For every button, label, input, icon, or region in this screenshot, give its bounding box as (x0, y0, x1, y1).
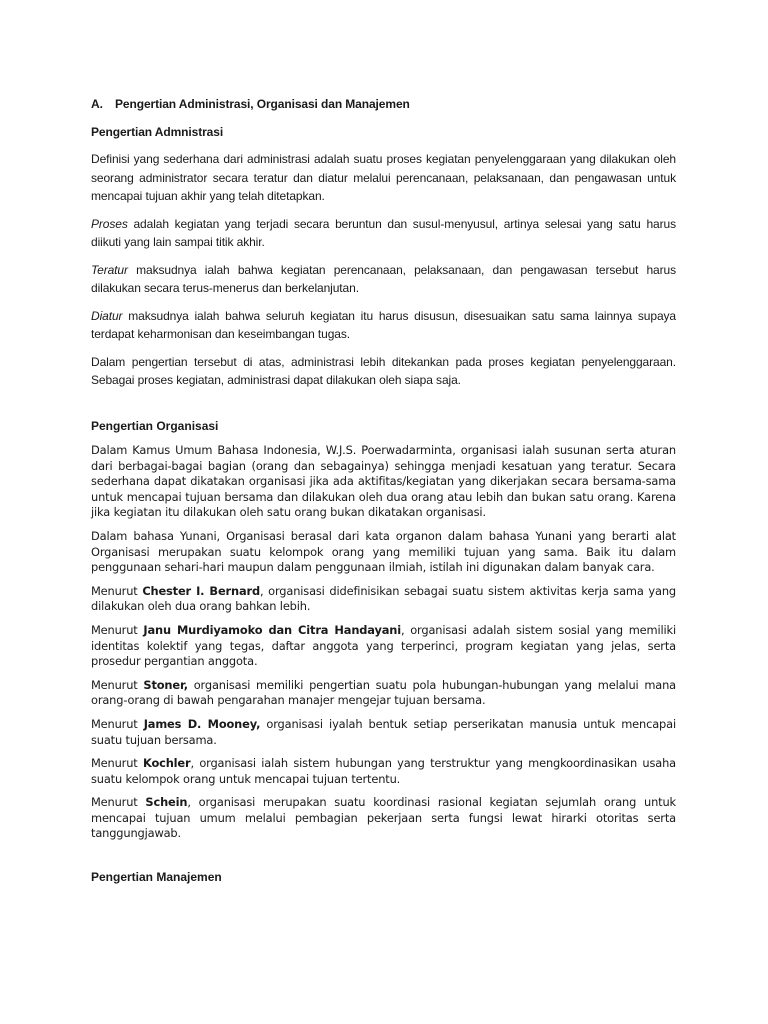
organisasi-heading: Pengertian Organisasi (91, 418, 219, 433)
diatur-text: maksudnya ialah bahwa seluruh kegiatan itu harus disusun, disesuaikan satu sama lainnya supaya terdapat keharmonisan dan keseimbangan tugas. (91, 308, 676, 341)
definition-schein (91, 795, 676, 842)
definition-murdiyamoko (91, 623, 676, 670)
section-a-heading (91, 95, 676, 114)
organisasi-kamus-paragraph: Dalam Kamus Umum Bahasa Indonesia, W.J.S. Poerwadarminta, organisasi ialah susunan serta aturan dari berbagai-bagai bagian (orang dan sebagainya) sehingga menjadi kesatuan yang teratur. Secara sederhana dapat dikatakan organisasi jika ada aktifitas/kegiatan yang dikerjakan secara bersama-sama untuk mencapai tujuan bersama dan dilakukan oleh dua orang atau lebih dan bukan satu orang. Karena jika kegiatan itu dilakukan oleh satu orang bukan dikatakan organisasi. (91, 443, 676, 520)
definition-text: , organisasi merupakan suatu koordinasi rasional kegiatan sejumlah orang untuk mencapai tujuan umum melalui pembagian pekerjaan serta fungsi lewat hirarki otoritas serta tanggungjawab. (91, 795, 676, 841)
definition-prefix: Menurut (91, 795, 146, 810)
author-name: Chester I. Bernard (142, 583, 260, 598)
section-a-number: A. (91, 97, 103, 111)
author-name: Stoner, (143, 677, 188, 692)
proses-text: adalah kegiatan yang terjadi secara beruntun dan susul-menyusul, artinya selesai yang satu harus diikuti yang lain sampai titik akhir. (91, 216, 676, 249)
author-name: James D. Mooney, (143, 716, 261, 731)
definition-text: organisasi memiliki pengertian suatu pola hubungan-hubungan yang melalui mana orang-orang di bawah pengarahan manajer mengejar tujuan bersama. (91, 677, 676, 708)
teratur-text: maksudnya ialah bahwa kegiatan perencanaan, pelaksanaan, dan pengawasan tersebut harus dilakukan secara terus-menerus dan berkelanjutan. (91, 262, 676, 295)
proses-paragraph (91, 215, 676, 252)
definition-mooney (91, 717, 676, 748)
author-name: Schein (145, 795, 188, 810)
organisasi-yunani-paragraph: Dalam bahasa Yunani, Organisasi berasal dari kata organon dalam bahasa Yunani yang berarti alat Organisasi merupakan suatu kelompok orang yang memiliki tujuan yang sama. Baik itu dalam penggunaan sehari-hari maupun dalam penggunaan ilmiah, istilah ini digunakan dalam banyak cara. (91, 528, 676, 575)
administrasi-definition: Definisi yang sederhana dari administrasi adalah suatu proses kegiatan penyelenggaraan yang dilakukan oleh seorang administrator secara teratur dan diatur melalui perencanaan, pelaksanaan, dan pengawasan untuk mencapai tujuan akhir yang telah ditetapkan. (91, 152, 676, 203)
definition-text: organisasi iyalah bentuk setiap perserikatan manusia untuk mencapai suatu tujuan bersama. (91, 716, 676, 747)
organisasi-section (91, 443, 676, 842)
definition-stoner (91, 678, 676, 709)
definition-text: , organisasi ialah sistem hubungan yang terstruktur yang mengkoordinasikan usaha suatu kelompok orang untuk mencapai tujuan tertentu. (91, 756, 676, 786)
administrasi-heading: Pengertian Admnistrasi (91, 124, 224, 139)
definition-prefix: Menurut (91, 583, 143, 598)
definition-prefix: Menurut (91, 622, 144, 637)
teratur-paragraph (91, 261, 676, 298)
definition-text: , organisasi didefinisikan sebagai suatu sistem aktivitas kerja sama yang dilakukan oleh dua orang bahkan lebih. (91, 583, 676, 614)
teratur-term: Teratur (91, 262, 128, 277)
administrasi-conclusion: Dalam pengertian tersebut di atas, administrasi lebih ditekankan pada proses kegiatan penyelenggaraan. Sebagai proses kegiatan, administrasi dapat dilakukan oleh siapa saja. (91, 354, 676, 387)
definition-kochler (91, 756, 676, 787)
diatur-paragraph (91, 307, 676, 344)
section-spacer (91, 399, 676, 417)
definition-prefix: Menurut (91, 677, 144, 692)
section-spacer (91, 850, 676, 868)
administrasi-section (91, 95, 676, 390)
definition-bernard (91, 584, 676, 615)
author-name: Kochler (142, 756, 191, 771)
diatur-term: Diatur (91, 308, 123, 323)
definition-prefix: Menurut (91, 716, 144, 731)
definition-text: , organisasi adalah sistem sosial yang memiliki identitas kolektif yang tegas, daftar anggota yang terperinci, program kegiatan yang jelas, serta prosedur pergantian anggota. (91, 622, 676, 669)
author-name: Janu Murdiyamoko dan Citra Handayani (143, 622, 402, 637)
section-a-title: Pengertian Administrasi, Organisasi dan Manajemen (115, 97, 410, 111)
definition-prefix: Menurut (91, 756, 143, 771)
proses-term: Proses (91, 216, 128, 231)
manajemen-heading: Pengertian Manajemen (91, 870, 222, 885)
